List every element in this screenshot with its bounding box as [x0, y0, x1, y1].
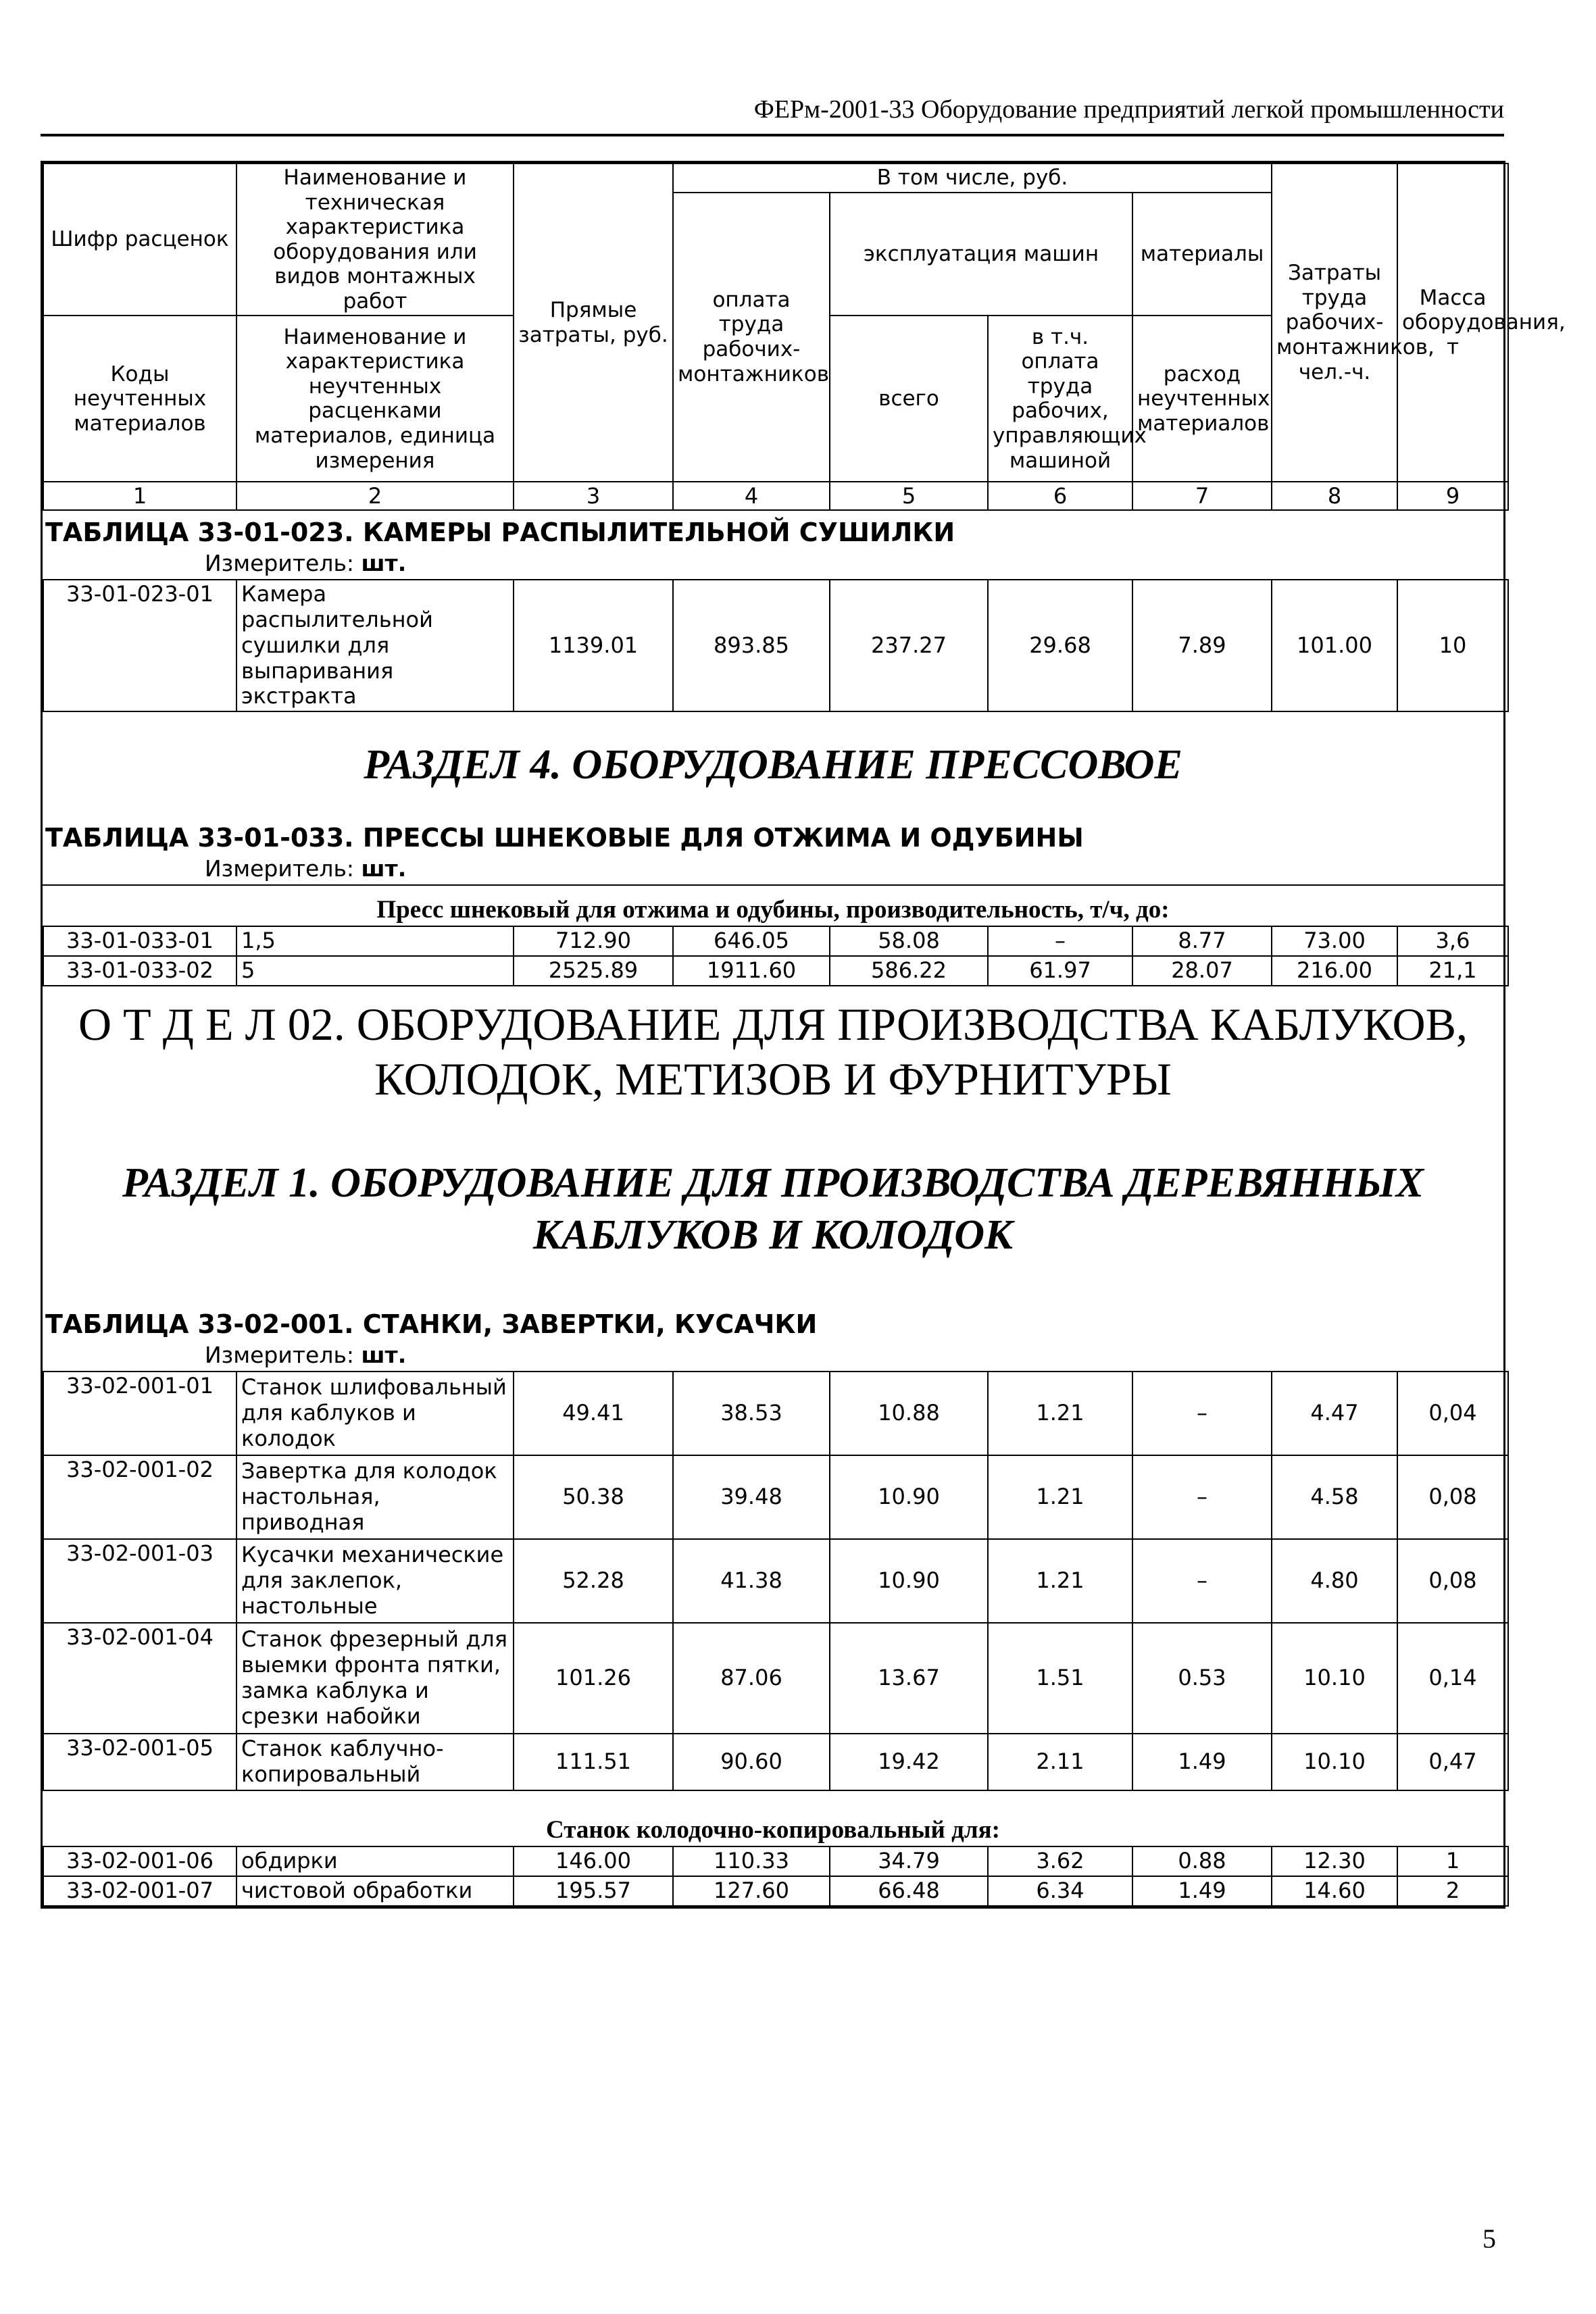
- table-033: [43, 926, 1509, 986]
- rate-materials: 1.49: [1132, 1734, 1272, 1790]
- header-unaccounted-names: Наименование и характеристика неучтенных расценками материалов, единица измерения: [236, 316, 514, 482]
- rate-materials: –: [1132, 1539, 1272, 1623]
- rate-name: чистовой обработки: [236, 1876, 514, 1906]
- col-number: 6: [988, 482, 1132, 510]
- measurer-023: [43, 547, 1503, 579]
- page-number: 5: [1482, 2223, 1496, 2254]
- measurer-label: Измеритель:: [205, 550, 355, 577]
- rate-code: 33-02-001-01: [43, 1372, 236, 1455]
- measurer-label: Измеритель:: [205, 855, 355, 882]
- rate-machines-total: 58.08: [830, 926, 988, 956]
- department-02-title: [43, 986, 1503, 1107]
- rate-direct-costs: 712.90: [514, 926, 673, 956]
- rate-wages: 39.48: [673, 1455, 830, 1539]
- rate-machine-wages: 1.51: [988, 1623, 1132, 1734]
- rate-machine-wages: 3.62: [988, 1846, 1132, 1876]
- measurer-unit: шт.: [361, 550, 407, 577]
- header-machines: эксплуатация машин: [830, 193, 1132, 316]
- rate-code: 33-01-033-01: [43, 926, 236, 956]
- header-unaccounted-materials: расход неучтенных материалов: [1132, 316, 1272, 482]
- rate-materials: 0.88: [1132, 1846, 1272, 1876]
- rate-mass: 0,14: [1397, 1623, 1508, 1734]
- rate-materials: 28.07: [1132, 956, 1272, 986]
- table-row: [43, 926, 1508, 956]
- rate-machine-wages: 1.21: [988, 1539, 1132, 1623]
- rate-wages: 38.53: [673, 1372, 830, 1455]
- rate-machine-wages: 6.34: [988, 1876, 1132, 1906]
- rate-mass: 3,6: [1397, 926, 1508, 956]
- rate-labor: 12.30: [1272, 1846, 1397, 1876]
- rate-labor: 4.47: [1272, 1372, 1397, 1455]
- table-row: [43, 580, 1508, 711]
- rate-name: 1,5: [236, 926, 514, 956]
- rate-mass: 0,04: [1397, 1372, 1508, 1455]
- rate-machine-wages: 2.11: [988, 1734, 1132, 1790]
- rate-materials: 7.89: [1132, 580, 1272, 711]
- rate-name: обдирки: [236, 1846, 514, 1876]
- rate-direct-costs: 101.26: [514, 1623, 673, 1734]
- rate-machines-total: 66.48: [830, 1876, 988, 1906]
- rate-machine-wages: 29.68: [988, 580, 1132, 711]
- rate-mass: 2: [1397, 1876, 1508, 1906]
- rate-name: Завертка для колодок настольная, приводная: [236, 1455, 514, 1539]
- col-number: 7: [1132, 482, 1272, 510]
- rate-materials: 8.77: [1132, 926, 1272, 956]
- column-numbers-row: [43, 482, 1508, 510]
- rate-materials: 1.49: [1132, 1876, 1272, 1906]
- rate-name: Станок каблучно-копировальный: [236, 1734, 514, 1790]
- rate-labor: 101.00: [1272, 580, 1397, 711]
- table-row: [43, 1876, 1508, 1906]
- rate-labor: 14.60: [1272, 1876, 1397, 1906]
- rate-mass: 1: [1397, 1846, 1508, 1876]
- rate-wages: 87.06: [673, 1623, 830, 1734]
- column-header-table: [43, 163, 1566, 511]
- rate-mass: 0,08: [1397, 1455, 1508, 1539]
- rate-wages: 90.60: [673, 1734, 830, 1790]
- rate-code: 33-01-033-02: [43, 956, 236, 986]
- rate-machine-wages: 1.21: [988, 1455, 1132, 1539]
- rate-mass: 21,1: [1397, 956, 1508, 986]
- rate-direct-costs: 52.28: [514, 1539, 673, 1623]
- col-number: 1: [43, 482, 236, 510]
- rate-wages: 41.38: [673, 1539, 830, 1623]
- rate-labor: 216.00: [1272, 956, 1397, 986]
- rate-wages: 646.05: [673, 926, 830, 956]
- section-4-title: РАЗДЕЛ 4. ОБОРУДОВАНИЕ ПРЕССОВОЕ: [364, 742, 1182, 788]
- rate-machines-total: 10.90: [830, 1455, 988, 1539]
- header-including: В том числе, руб.: [673, 164, 1272, 193]
- header-direct-costs: Прямые затраты, руб.: [514, 164, 673, 482]
- table-title-033: ТАБЛИЦА 33-01-033. ПРЕССЫ ШНЕКОВЫЕ ДЛЯ ОТЖИМА И ОДУБИНЫ: [45, 822, 1084, 853]
- rate-direct-costs: 2525.89: [514, 956, 673, 986]
- header-machines-total: всего: [830, 316, 988, 482]
- rate-labor: 4.58: [1272, 1455, 1397, 1539]
- rate-labor: 73.00: [1272, 926, 1397, 956]
- rate-name: Станок фрезерный для выемки фронта пятки, замка каблука и срезки набойки: [236, 1623, 514, 1734]
- header-wages: оплата труда рабочих-монтажников: [673, 193, 830, 482]
- rate-code: 33-02-001-05: [43, 1734, 236, 1790]
- rate-mass: 0,47: [1397, 1734, 1508, 1790]
- col-number: 4: [673, 482, 830, 510]
- rate-machine-wages: –: [988, 926, 1132, 956]
- rate-name: 5: [236, 956, 514, 986]
- rate-labor: 10.10: [1272, 1734, 1397, 1790]
- rate-name: Станок шлифовальный для каблуков и колодок: [236, 1372, 514, 1455]
- rate-code: 33-02-001-07: [43, 1876, 236, 1906]
- table-row: [43, 1623, 1508, 1734]
- measurer-033: [43, 853, 1503, 884]
- department-title-line: О Т Д Е Л 02. ОБОРУДОВАНИЕ ДЛЯ ПРОИЗВОДСТВА КАБЛУКОВ,: [78, 998, 1468, 1050]
- rate-direct-costs: 49.41: [514, 1372, 673, 1455]
- rate-code: 33-02-001-04: [43, 1623, 236, 1734]
- group-title-lathes: Станок колодочно-копировальный для:: [546, 1815, 1000, 1844]
- rate-machines-total: 237.27: [830, 580, 988, 711]
- col-number: 3: [514, 482, 673, 510]
- rate-wages: 110.33: [673, 1846, 830, 1876]
- rate-materials: 0.53: [1132, 1623, 1272, 1734]
- rate-code: 33-02-001-02: [43, 1455, 236, 1539]
- rate-code: 33-02-001-03: [43, 1539, 236, 1623]
- table-title-001: ТАБЛИЦА 33-02-001. СТАНКИ, ЗАВЕРТКИ, КУСАЧКИ: [45, 1309, 818, 1339]
- rate-machines-total: 10.88: [830, 1372, 988, 1455]
- rate-wages: 127.60: [673, 1876, 830, 1906]
- rate-materials: –: [1132, 1455, 1272, 1539]
- table-row: [43, 1455, 1508, 1539]
- header-code: Шифр расценок: [43, 164, 236, 316]
- col-number: 9: [1397, 482, 1508, 510]
- rate-direct-costs: 146.00: [514, 1846, 673, 1876]
- rate-machine-wages: 1.21: [988, 1372, 1132, 1455]
- header-mass: Масса оборудования, т: [1397, 164, 1508, 482]
- table-001: [43, 1371, 1509, 1791]
- table-001-group: [43, 1846, 1509, 1907]
- rate-code: 33-02-001-06: [43, 1846, 236, 1876]
- running-header: ФЕРм-2001-33 Оборудование предприятий легкой промышленности: [41, 95, 1504, 136]
- section-1-title: [43, 1107, 1503, 1303]
- rate-machines-total: 19.42: [830, 1734, 988, 1790]
- section-title-line: КАБЛУКОВ И КОЛОДОК: [532, 1212, 1014, 1259]
- rate-name: Камера распылительной сушилки для выпаривания экстракта: [236, 580, 514, 711]
- group-title-presses: Пресс шнековый для отжима и одубины, производительность, т/ч, до:: [43, 884, 1503, 926]
- table-row: [43, 956, 1508, 986]
- rate-mass: 10: [1397, 580, 1508, 711]
- rate-direct-costs: 1139.01: [514, 580, 673, 711]
- table-title-023: ТАБЛИЦА 33-01-023. КАМЕРЫ РАСПЫЛИТЕЛЬНОЙ СУШИЛКИ: [45, 518, 955, 548]
- measurer-label: Измеритель:: [205, 1341, 355, 1368]
- col-number: 8: [1272, 482, 1397, 510]
- rate-labor: 4.80: [1272, 1539, 1397, 1623]
- table-row: [43, 1539, 1508, 1623]
- rate-mass: 0,08: [1397, 1539, 1508, 1623]
- table-row: [43, 1372, 1508, 1455]
- table-row: [43, 1734, 1508, 1790]
- header-unaccounted-codes: Коды неучтенных материалов: [43, 316, 236, 482]
- rate-wages: 893.85: [673, 580, 830, 711]
- col-number: 2: [236, 482, 514, 510]
- measurer-001: [43, 1339, 1503, 1371]
- header-materials: материалы: [1132, 193, 1272, 316]
- measurer-unit: шт.: [361, 855, 407, 882]
- table-row: [43, 1846, 1508, 1876]
- measurer-unit: шт.: [361, 1341, 407, 1368]
- rate-name: Кусачки механические для заклепок, настольные: [236, 1539, 514, 1623]
- rate-labor: 10.10: [1272, 1623, 1397, 1734]
- rate-direct-costs: 111.51: [514, 1734, 673, 1790]
- rate-materials: –: [1132, 1372, 1272, 1455]
- rate-machines-total: 34.79: [830, 1846, 988, 1876]
- header-name: Наименование и техническая характеристика оборудования или видов монтажных работ: [236, 164, 514, 316]
- rate-machines-total: 10.90: [830, 1539, 988, 1623]
- rate-direct-costs: 195.57: [514, 1876, 673, 1906]
- rate-machines-total: 586.22: [830, 956, 988, 986]
- rates-table-frame: [41, 161, 1566, 1909]
- rate-machine-wages: 61.97: [988, 956, 1132, 986]
- department-title-line: КОЛОДОК, МЕТИЗОВ И ФУРНИТУРЫ: [374, 1053, 1172, 1105]
- header-labor: Затраты труда рабочих-монтажников, чел.-ч.: [1272, 164, 1397, 482]
- rate-machines-total: 13.67: [830, 1623, 988, 1734]
- rate-code: 33-01-023-01: [43, 580, 236, 711]
- section-title-line: РАЗДЕЛ 1. ОБОРУДОВАНИЕ ДЛЯ ПРОИЗВОДСТВА ДЕРЕВЯННЫХ: [122, 1159, 1424, 1206]
- col-number: 5: [830, 482, 988, 510]
- rate-direct-costs: 50.38: [514, 1455, 673, 1539]
- rate-wages: 1911.60: [673, 956, 830, 986]
- table-023: [43, 579, 1509, 712]
- header-machine-wages: в т.ч. оплата труда рабочих, управляющих машиной: [988, 316, 1132, 482]
